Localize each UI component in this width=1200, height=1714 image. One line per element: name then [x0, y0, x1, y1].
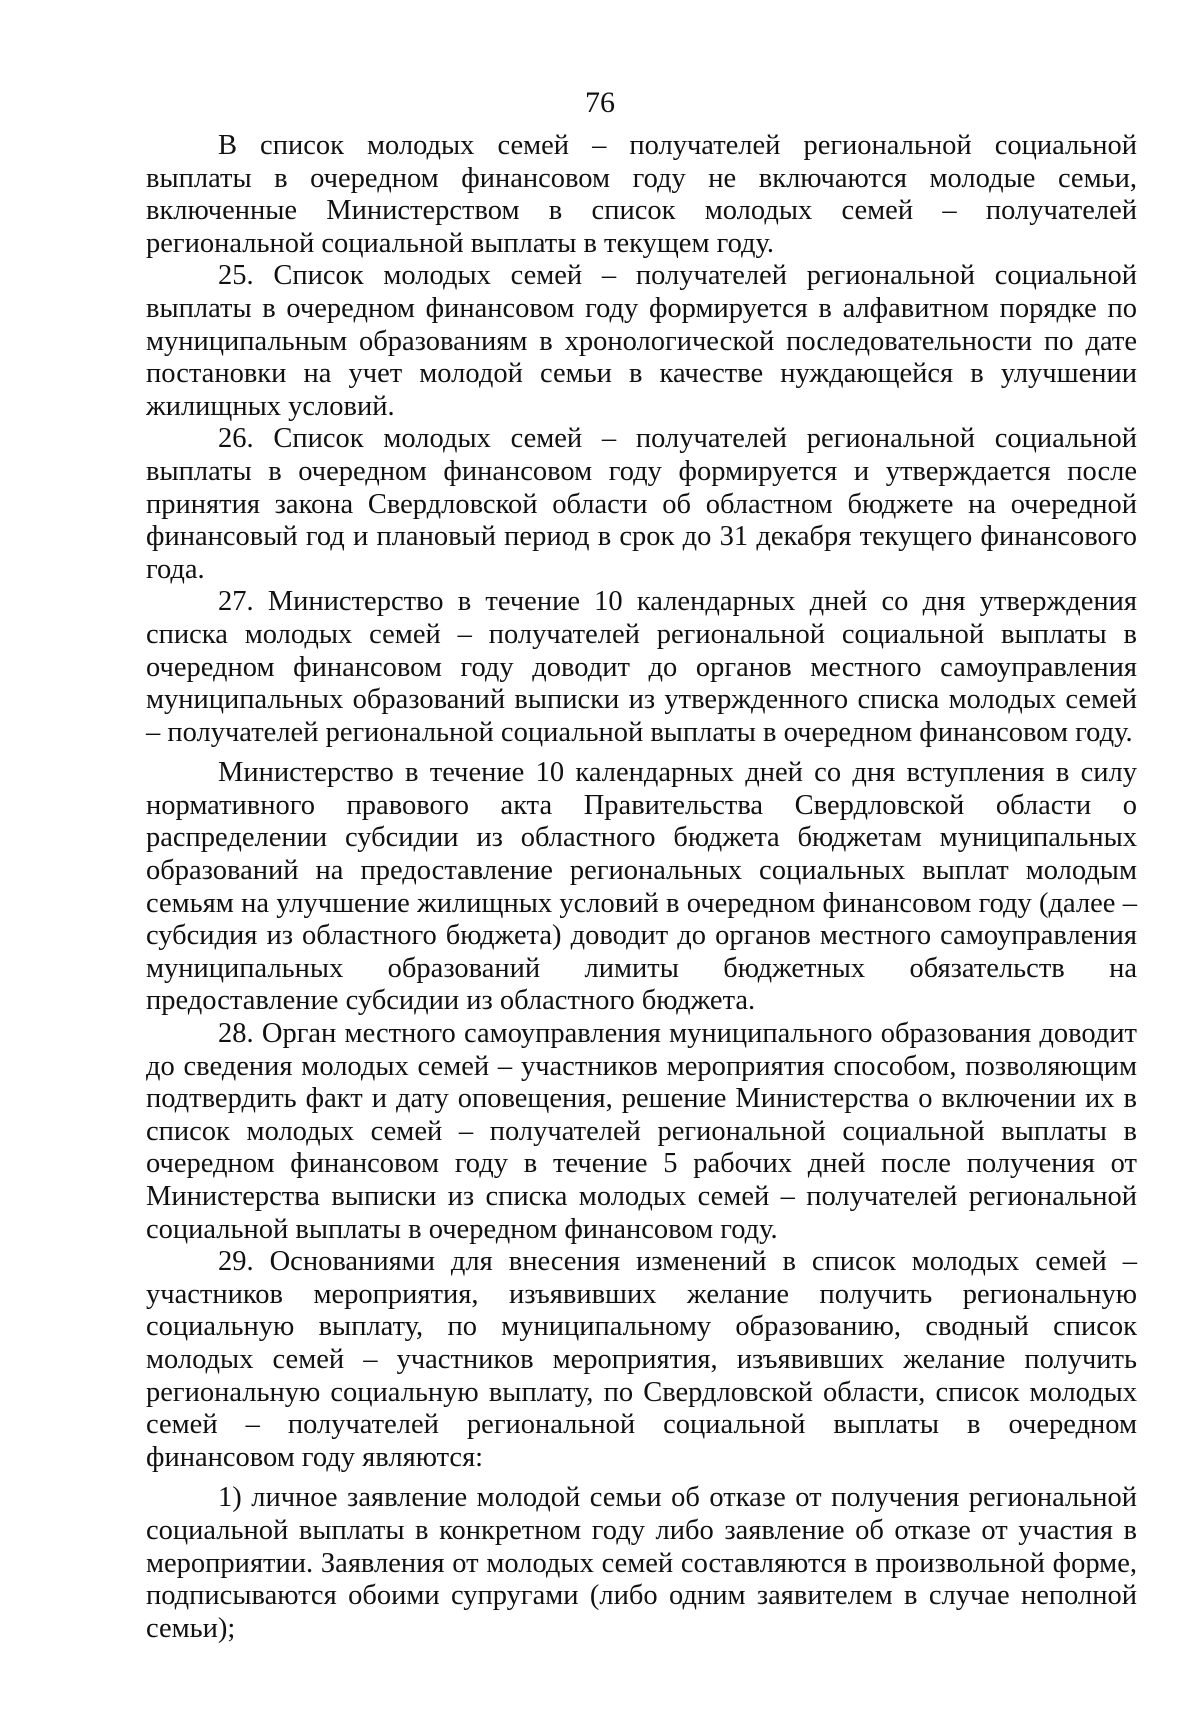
paragraph-item-26: 26. Список молодых семей – получателей региональной социальной выплаты в очередном финансовом году формируется и утверждается после принятия закона Свердловской области об областном бюджете на очередной финансовый год и плановый период в срок до 31 декабря текущего финансового года. — [146, 423, 1137, 585]
paragraph-item-29: 29. Основаниями для внесения изменений в список молодых семей – участников мероприятия, изъявивших желание получить региональную социальную выплату, по муниципальному образованию, сводный список молодых семей – участников мероприятия, изъявивших желание получить региональную социальную выплату, по Свердловской области, список молодых семей – получателей региональной социальной выплаты в очередном финансовом году являются: — [146, 1246, 1137, 1473]
page-number: 76 — [585, 86, 615, 119]
paragraph-item-28: 28. Орган местного самоуправления муниципального образования доводит до сведения молодых семей – участников мероприятия способом, позволяющим подтвердить факт и дату оповещения, решение Министерства о включении их в список молодых семей – получателей региональной социальной выплаты в очередном финансовом году в течение 5 рабочих дней после получения от Министерства выписки из списка молодых семей – получателей региональной социальной выплаты в очередном финансовом году. — [146, 1018, 1137, 1245]
paragraph-subitem-1: 1) личное заявление молодой семьи об отказе от получения региональной социальной выплаты в конкретном году либо заявление об отказе от участия в мероприятии. Заявления от молодых семей составляются в произвольной форме, подписываются обоими супругами (либо одним заявителем в случае неполной семьи); — [146, 1482, 1137, 1644]
paragraph-intro: В список молодых семей – получателей региональной социальной выплаты в очередном финансовом году не включаются молодые семьи, включенные Министерством в список молодых семей – получателей региональной социальной выплаты в текущем году. — [146, 130, 1137, 259]
paragraph-item-25: 25. Список молодых семей – получателей региональной социальной выплаты в очередном финансовом году формируется в алфавитном порядке по муниципальным образованиям в хронологической последовательности по дате постановки на учет молодой семьи в качестве нуждающейся в улучшении жилищных условий. — [146, 260, 1137, 422]
paragraph-item-27-continued: Министерство в течение 10 календарных дней со дня вступления в силу нормативного правового акта Правительства Свердловской области о распределении субсидии из областного бюджета бюджетам муниципальных образований на предоставление региональных социальных выплат молодым семьям на улучшение жилищных условий в очередном финансовом году (далее – субсидия из областного бюджета) доводит до органов местного самоуправления муниципальных образований лимиты бюджетных обязательств на предоставление субсидии из областного бюджета. — [146, 757, 1137, 1017]
document-body — [146, 130, 1137, 1645]
paragraph-item-27: 27. Министерство в течение 10 календарных дней со дня утверждения списка молодых семей – получателей региональной социальной выплаты в очередном финансовом году доводит до органов местного самоуправления муниципальных образований выписки из утвержденного списка молодых семей – получателей региональной социальной выплаты в очередном финансовом году. — [146, 586, 1137, 748]
